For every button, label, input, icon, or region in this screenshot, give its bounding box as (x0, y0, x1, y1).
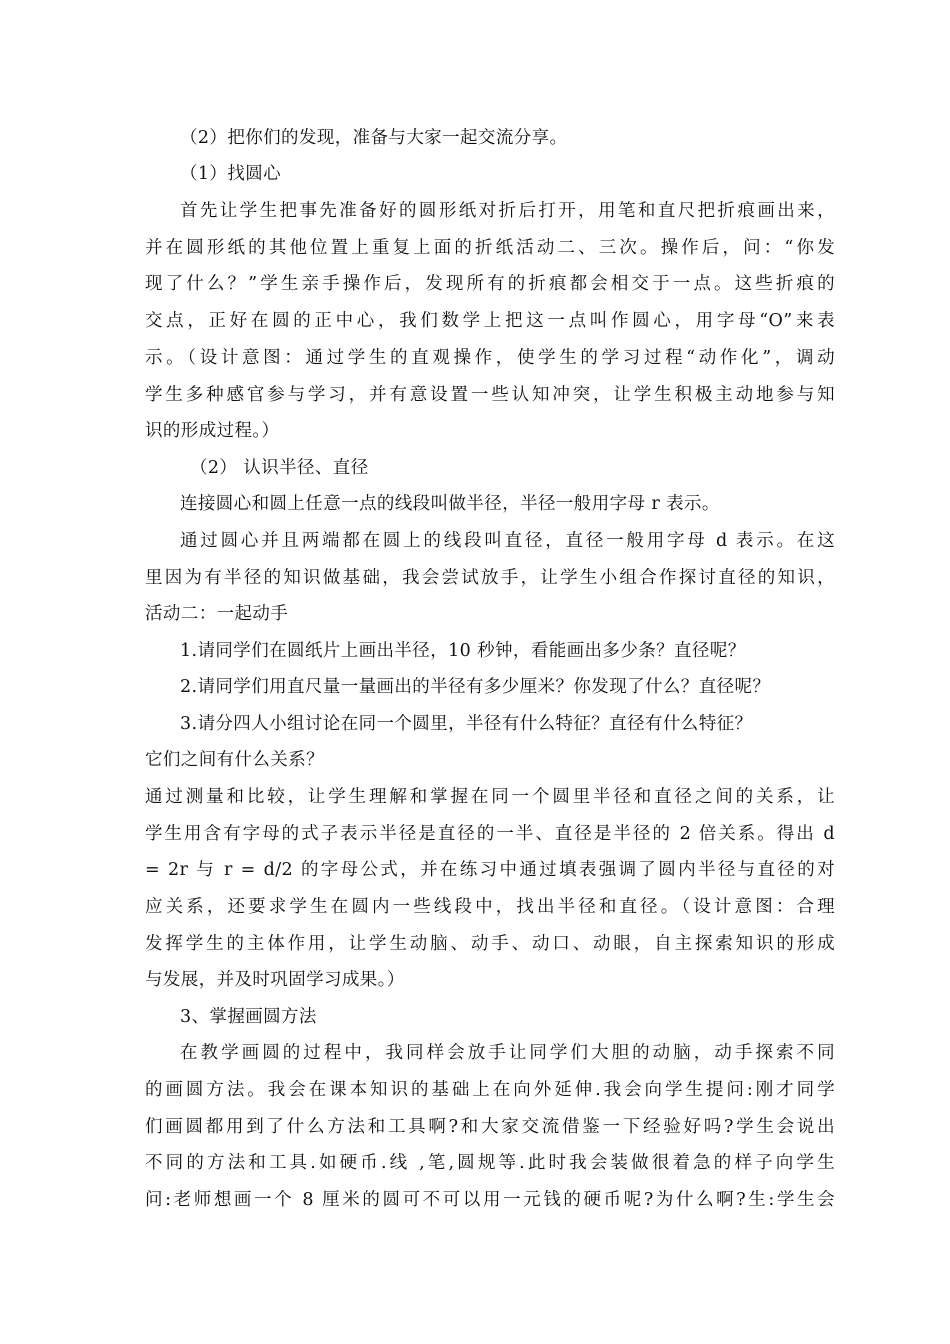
text-line: 们画圆都用到了什么方法和工具啊?和大家交流借鉴一下经验好吗?学生会说出 (145, 1117, 835, 1137)
list-item: 1.请同学们在圆纸片上画出半径，10 秒钟，看能画出多少条？直径呢？ (180, 641, 746, 661)
text-line: 发挥学生的主体作用，让学生动脑、动手、动口、动眼，自主探索知识的形成 (145, 934, 835, 954)
section-heading: 3、掌握画圆方法 (180, 1007, 317, 1027)
text-line: 问:老师想画一个 8 厘米的圆可不可以用一元钱的硬币呢?为什么啊?生:学生会 (145, 1190, 835, 1210)
section-heading: （2） 认识半径、直径 (190, 458, 369, 478)
text-line: 学生用含有字母的式子表示半径是直径的一半、直径是半径的 2 倍关系。得出 d (145, 824, 835, 844)
text-line: 学生多种感官参与学习，并有意设置一些认知冲突，让学生积极主动地参与知 (145, 385, 835, 405)
text-line: = 2r 与 r = d/2 的字母公式，并在练习中通过填表强调了圆内半径与直径的对 (145, 860, 835, 880)
text-line: 与发展，并及时巩固学习成果。） (145, 970, 405, 990)
text-line: 在教学画圆的过程中，我同样会放手让同学们大胆的动脑，动手探索不同 (180, 1043, 835, 1063)
text-line: 连接圆心和圆上任意一点的线段叫做半径，半径一般用字母 r 表示。 (180, 494, 720, 514)
text-line: 里因为有半径的知识做基础，我会尝试放手，让学生小组合作探讨直径的知识， (145, 568, 835, 588)
text-line: 它们之间有什么关系？ (145, 750, 324, 770)
list-item: 3.请分四人小组讨论在同一个圆里，半径有什么特征？直径有什么特征？ (180, 714, 753, 734)
text-line: 不同的方法和工具.如硬币.线 ,笔,圆规等.此时我会装做很着急的样子向学生 (145, 1153, 835, 1173)
text-line: 活动二：一起动手 (145, 604, 289, 624)
text-line: 的画圆方法。我会在课本知识的基础上在向外延伸.我会向学生提问:刚才同学 (145, 1080, 835, 1100)
list-item: 2.请同学们用直尺量一量画出的半径有多少厘米？你发现了什么？直径呢？ (180, 677, 771, 697)
text-line: 示。（设计意图：通过学生的直观操作，使学生的学习过程“动作化”，调动 (145, 348, 835, 368)
text-line: 交点，正好在圆的正中心，我们数学上把这一点叫作圆心，用字母“O”来表 (145, 311, 835, 331)
text-line: 通过测量和比较，让学生理解和掌握在同一个圆里半径和直径之间的关系，让 (145, 787, 835, 807)
text-line: 并在圆形纸的其他位置上重复上面的折纸活动二、三次。操作后，问：“你发 (145, 238, 835, 258)
text-line: 识的形成过程。） (145, 421, 280, 441)
text-line: （2）把你们的发现，准备与大家一起交流分享。 (180, 128, 568, 148)
text-line: 应关系，还要求学生在圆内一些线段中，找出半径和直径。（设计意图：合理 (145, 897, 835, 917)
text-line: 首先让学生把事先准备好的圆形纸对折后打开，用笔和直尺把折痕画出来， (180, 201, 835, 221)
text-line: 现了什么？”学生亲手操作后，发现所有的折痕都会相交于一点。这些折痕的 (145, 274, 835, 294)
text-line: 通过圆心并且两端都在圆上的线段叫直径，直径一般用字母 d 表示。在这 (180, 531, 835, 551)
section-heading: （1）找圆心 (180, 164, 282, 184)
